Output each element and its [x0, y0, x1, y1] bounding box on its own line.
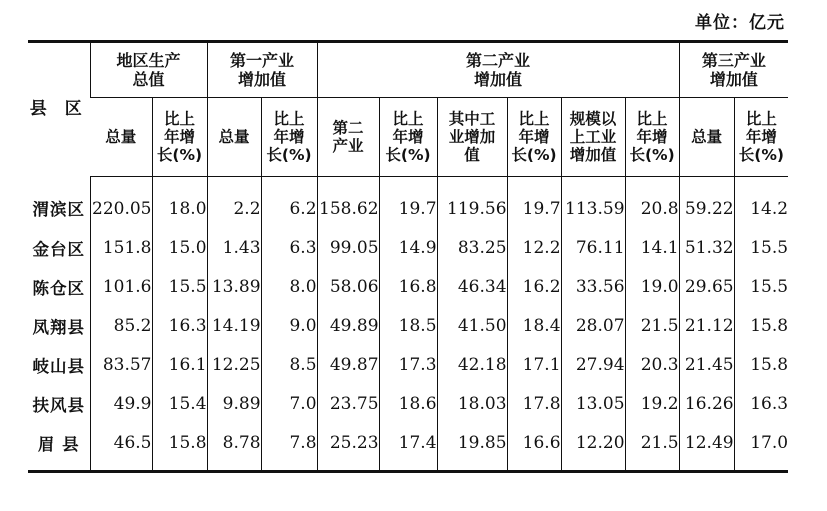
table-cell: 17.8: [507, 384, 561, 423]
table-cell: 12.25: [207, 345, 261, 384]
sub-header-10: [679, 98, 734, 177]
table-cell: 18.0: [152, 177, 207, 229]
table-row: [28, 306, 788, 345]
table-cell: 220.05: [90, 177, 152, 229]
sub-header-7: [507, 98, 561, 177]
header-line: 增加值: [474, 70, 523, 89]
table-cell: 16.6: [507, 423, 561, 472]
table-cell: 17.1: [507, 345, 561, 384]
table-cell: 15.8: [152, 423, 207, 472]
header-sub-row: [28, 98, 788, 177]
sub-header-line: 增加值: [569, 146, 617, 164]
table-cell: 15.5: [734, 228, 788, 267]
table-cell: 8.5: [261, 345, 317, 384]
county-name: 扶风县: [32, 395, 85, 415]
sub-header-line: 比上: [518, 110, 550, 128]
table-cell: 19.7: [507, 177, 561, 229]
table-cell: 85.2: [90, 306, 152, 345]
sub-header-5: [379, 98, 437, 177]
table-cell: 20.3: [625, 345, 679, 384]
county-name: 凤翔县: [32, 317, 85, 337]
sub-header-line: 年增: [636, 128, 668, 146]
table-cell: 16.8: [379, 267, 437, 306]
sub-header-line: 长(%): [629, 146, 675, 164]
sub-header-line: 产业: [332, 137, 364, 155]
table-cell: 27.94: [561, 345, 625, 384]
table-cell: 20.8: [625, 177, 679, 229]
sub-header-line: 年增: [164, 128, 196, 146]
table-cell: 14.2: [734, 177, 788, 229]
table-cell: 15.0: [152, 228, 207, 267]
table-cell: 151.8: [90, 228, 152, 267]
table-cell: 59.22: [679, 177, 734, 229]
header-group-row: [28, 42, 788, 98]
table-body: [28, 177, 788, 472]
county-economy-table: [28, 40, 788, 473]
table-cell: 14.9: [379, 228, 437, 267]
sub-header-0: [90, 98, 152, 177]
table-cell: 18.6: [379, 384, 437, 423]
table-cell: 18.4: [507, 306, 561, 345]
table-cell: 46.34: [437, 267, 507, 306]
table-row: [28, 423, 788, 472]
table-cell: 9.89: [207, 384, 261, 423]
group-header-tertiary: [679, 42, 788, 98]
table-cell: 58.06: [317, 267, 379, 306]
group-header-gdp: [90, 42, 207, 98]
table-cell: 49.89: [317, 306, 379, 345]
sub-header-line: 年增: [273, 128, 305, 146]
table-cell: 21.5: [625, 423, 679, 472]
table-cell: 83.25: [437, 228, 507, 267]
sub-header-line: 长(%): [511, 146, 557, 164]
table-cell: 9.0: [261, 306, 317, 345]
table-cell: 18.03: [437, 384, 507, 423]
table-cell: 16.3: [152, 306, 207, 345]
table-cell: 23.75: [317, 384, 379, 423]
table-cell: 99.05: [317, 228, 379, 267]
table-cell: 13.89: [207, 267, 261, 306]
table-row: [28, 228, 788, 267]
table-cell: 15.8: [734, 345, 788, 384]
sub-header-line: 比上: [745, 110, 777, 128]
table-row: [28, 267, 788, 306]
table-cell: 21.5: [625, 306, 679, 345]
county-name: 陈仓区: [32, 278, 85, 298]
sub-header-line: 上工业: [569, 128, 617, 146]
table-cell: 29.65: [679, 267, 734, 306]
table-cell: 16.1: [152, 345, 207, 384]
table-cell: 101.6: [90, 267, 152, 306]
table-cell: 19.7: [379, 177, 437, 229]
county-name: 眉 县: [28, 423, 90, 472]
table-cell: 16.3: [734, 384, 788, 423]
table-cell: 119.56: [437, 177, 507, 229]
sub-header-line: 比上: [392, 110, 424, 128]
table-cell: 19.2: [625, 384, 679, 423]
group-header-secondary: [317, 42, 679, 98]
sub-header-11: [734, 98, 788, 177]
sub-header-9: [625, 98, 679, 177]
table-cell: 15.5: [734, 267, 788, 306]
sub-header-1: [152, 98, 207, 177]
header-line: 第二产业: [466, 51, 531, 70]
sub-header-line: 第二: [332, 119, 364, 137]
sub-header-line: 业增加: [448, 128, 496, 146]
table-cell: 17.3: [379, 345, 437, 384]
table-cell: 49.9: [90, 384, 152, 423]
table-cell: 14.1: [625, 228, 679, 267]
table-cell: 25.23: [317, 423, 379, 472]
table-cell: 17.0: [734, 423, 788, 472]
sub-header-line: 规模以: [569, 110, 617, 128]
sub-header-line: 比上: [164, 110, 196, 128]
table-cell: 15.8: [734, 306, 788, 345]
sub-header-line: 其中工: [448, 110, 496, 128]
county-name: 渭滨区: [32, 200, 85, 220]
table-cell: 6.3: [261, 228, 317, 267]
table-cell: 42.18: [437, 345, 507, 384]
table-cell: 158.62: [317, 177, 379, 229]
sub-header-line: 长(%): [738, 146, 784, 164]
table-cell: 16.2: [507, 267, 561, 306]
table-cell: 19.85: [437, 423, 507, 472]
table-cell: 19.0: [625, 267, 679, 306]
table-cell: 15.4: [152, 384, 207, 423]
header-line: 增加值: [709, 70, 758, 89]
table-row: [28, 177, 788, 229]
sub-header-8: [561, 98, 625, 177]
county-header: 县 区: [28, 42, 90, 177]
sub-header-6: [437, 98, 507, 177]
table-cell: 12.2: [507, 228, 561, 267]
sub-header-line: 年增: [392, 128, 424, 146]
sub-header-line: 值: [464, 146, 480, 164]
sub-header-line: 比上: [636, 110, 668, 128]
sub-header-2: [207, 98, 261, 177]
table-cell: 51.32: [679, 228, 734, 267]
header-line: 第三产业: [701, 51, 766, 70]
unit-label: 单位：亿元: [695, 13, 785, 33]
table-row: [28, 345, 788, 384]
header-line: 总值: [132, 70, 165, 89]
table-cell: 41.50: [437, 306, 507, 345]
table-cell: 46.5: [90, 423, 152, 472]
table-row: [28, 384, 788, 423]
table-cell: 113.59: [561, 177, 625, 229]
header-line: 增加值: [238, 70, 287, 89]
table-cell: 13.05: [561, 384, 625, 423]
county-name: 岐山县: [32, 356, 85, 376]
table-cell: 12.49: [679, 423, 734, 472]
table-cell: 49.87: [317, 345, 379, 384]
group-header-primary: [207, 42, 317, 98]
table-cell: 17.4: [379, 423, 437, 472]
table-cell: 2.2: [207, 177, 261, 229]
table-cell: 7.0: [261, 384, 317, 423]
table-cell: 7.8: [261, 423, 317, 472]
table-cell: 8.78: [207, 423, 261, 472]
sub-header-line: 总量: [691, 128, 723, 146]
table-cell: 12.20: [561, 423, 625, 472]
table-cell: 6.2: [261, 177, 317, 229]
table-cell: 1.43: [207, 228, 261, 267]
sub-header-line: 总量: [105, 128, 137, 146]
table-cell: 14.19: [207, 306, 261, 345]
sub-header-line: 长(%): [156, 146, 203, 164]
sub-header-line: 总量: [218, 128, 250, 146]
table-cell: 83.57: [90, 345, 152, 384]
sub-header-line: 长(%): [385, 146, 431, 164]
sub-header-3: [261, 98, 317, 177]
sub-header-line: 比上: [273, 110, 305, 128]
table-cell: 8.0: [261, 267, 317, 306]
table-cell: 28.07: [561, 306, 625, 345]
table-cell: 18.5: [379, 306, 437, 345]
table-cell: 21.12: [679, 306, 734, 345]
header-line: 地区生产: [116, 51, 181, 70]
table-cell: 76.11: [561, 228, 625, 267]
sub-header-line: 年增: [745, 128, 777, 146]
sub-header-line: 长(%): [266, 146, 312, 164]
header-line: 第一产业: [230, 51, 295, 70]
county-name: 金台区: [32, 239, 85, 259]
sub-header-4: [317, 98, 379, 177]
table-cell: 16.26: [679, 384, 734, 423]
table-cell: 33.56: [561, 267, 625, 306]
sub-header-line: 年增: [518, 128, 550, 146]
table-cell: 21.45: [679, 345, 734, 384]
table-cell: 15.5: [152, 267, 207, 306]
